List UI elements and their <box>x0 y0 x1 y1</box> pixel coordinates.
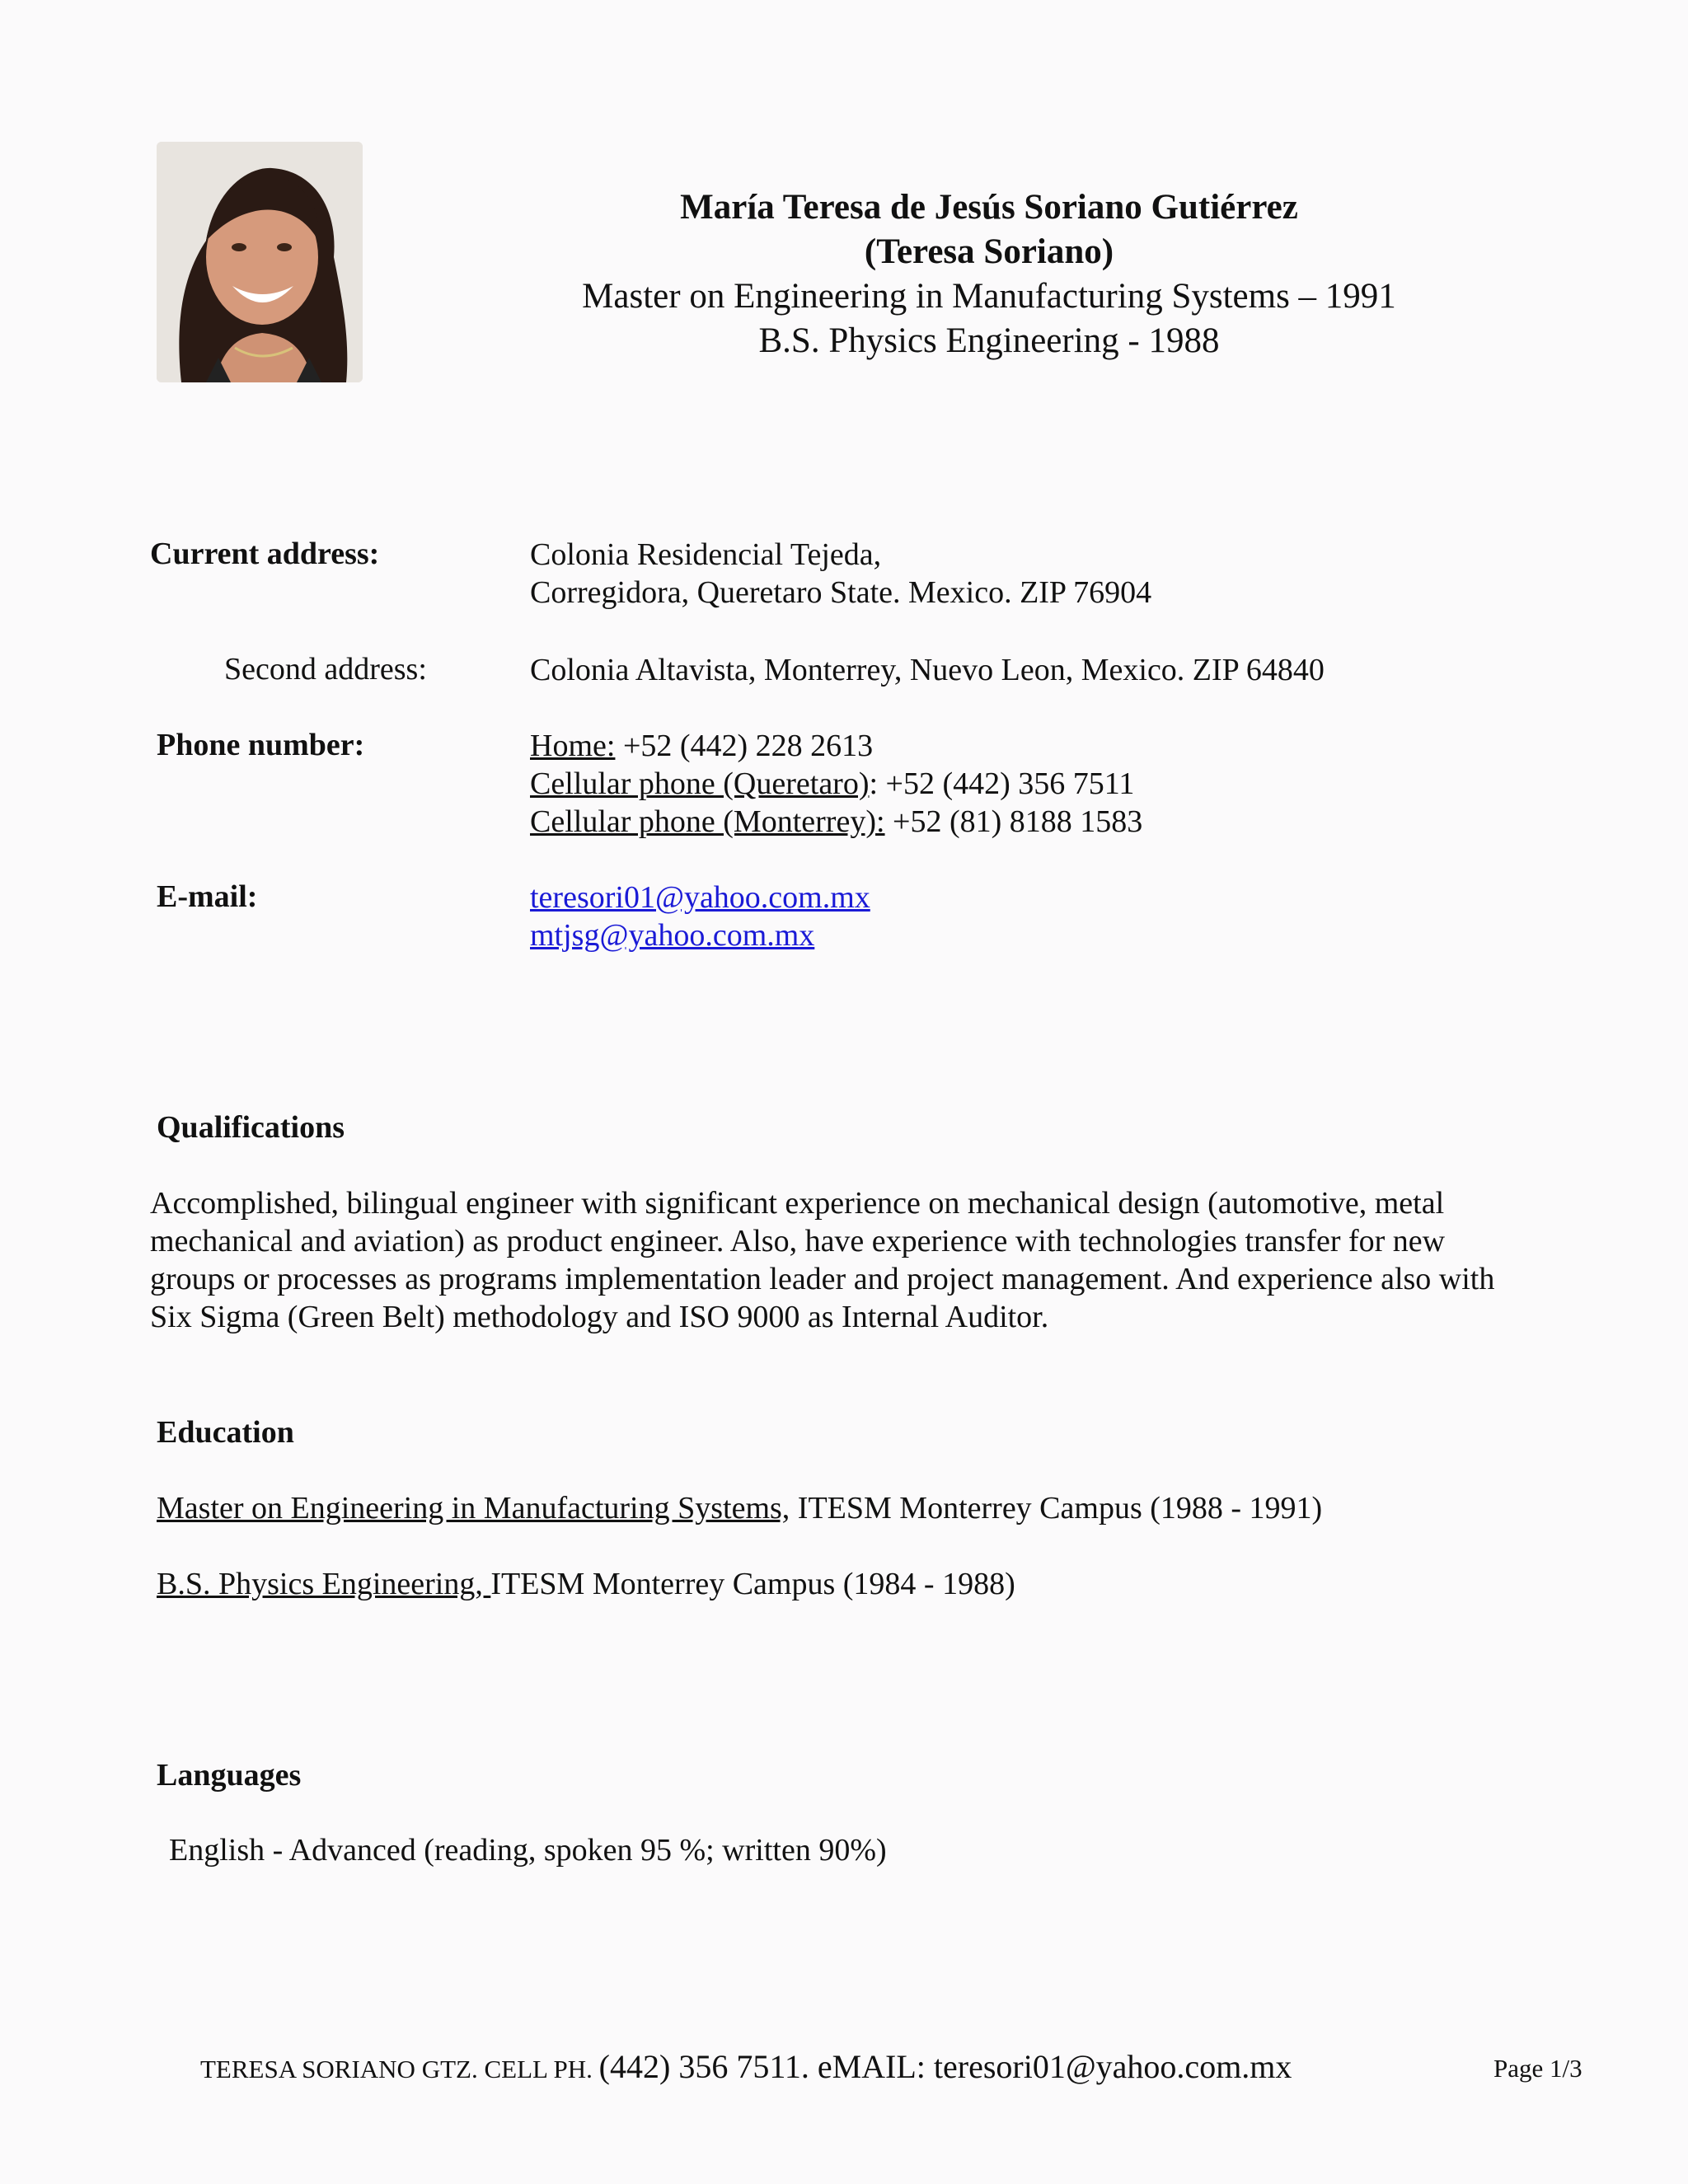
qualifications-text <box>150 1184 1601 1336</box>
current-address-line1: Colonia Residencial Tejeda, <box>530 537 882 572</box>
education-item-bachelor: B.S. Physics Engineering, ITESM Monterrey Campus (1984 - 1988) <box>157 1567 1015 1601</box>
qualifications-line: Six Sigma (Green Belt) methodology and ISO 9000 as Internal Auditor. <box>150 1300 1049 1334</box>
page-number: Page 1/3 <box>1493 2054 1582 2083</box>
phone-cell-queretaro: Cellular phone (Queretaro): +52 (442) 356 7511 <box>530 766 1135 801</box>
qualifications-title: Qualifications <box>157 1110 345 1145</box>
phone-cell-monterrey: Cellular phone (Monterrey): +52 (81) 8188 1583 <box>530 804 1143 839</box>
education-title: Education <box>157 1415 294 1450</box>
education-item-master: Master on Engineering in Manufacturing Systems, ITESM Monterrey Campus (1988 - 1991) <box>157 1491 1323 1526</box>
footer-contact: TERESA SORIANO GTZ. CELL PH. (442) 356 7511. eMAIL: teresori01@yahoo.com.mx <box>200 2048 1292 2085</box>
language-item: English - Advanced (reading, spoken 95 %; written 90%) <box>169 1833 887 1868</box>
email-label: E-mail: <box>157 879 258 914</box>
second-address: Colonia Altavista, Monterrey, Nuevo Leon, Mexico. ZIP 64840 <box>530 653 1325 687</box>
profile-photo <box>157 142 363 382</box>
current-address-label: Current address: <box>150 537 380 571</box>
email-link-primary[interactable]: teresori01@yahoo.com.mx <box>530 880 870 915</box>
languages-title: Languages <box>157 1758 302 1793</box>
email-list <box>530 879 870 954</box>
second-address-label: Second address: <box>224 652 427 687</box>
degree-bachelor: B.S. Physics Engineering - 1988 <box>758 321 1220 360</box>
qualifications-line: groups or processes as programs implementation leader and project management. And experience also with <box>150 1262 1495 1296</box>
phone-list <box>530 727 1142 841</box>
current-address-line2: Corregidora, Queretaro State. Mexico. ZIP 76904 <box>530 575 1152 610</box>
qualifications-line: Accomplished, bilingual engineer with significant experience on mechanical design (automotive, metal <box>150 1186 1445 1221</box>
nickname: (Teresa Soriano) <box>864 232 1114 271</box>
current-address <box>530 536 1151 612</box>
phone-home: Home: +52 (442) 228 2613 <box>530 729 874 763</box>
full-name: María Teresa de Jesús Soriano Gutiérrez <box>680 188 1298 227</box>
email-link-secondary[interactable]: mtjsg@yahoo.com.mx <box>530 918 815 953</box>
header <box>462 185 1517 363</box>
qualifications-line: mechanical and aviation) as product engineer. Also, have experience with technologies transfer for new <box>150 1224 1446 1258</box>
phone-label: Phone number: <box>157 728 365 762</box>
degree-master: Master on Engineering in Manufacturing Systems – 1991 <box>582 277 1396 316</box>
